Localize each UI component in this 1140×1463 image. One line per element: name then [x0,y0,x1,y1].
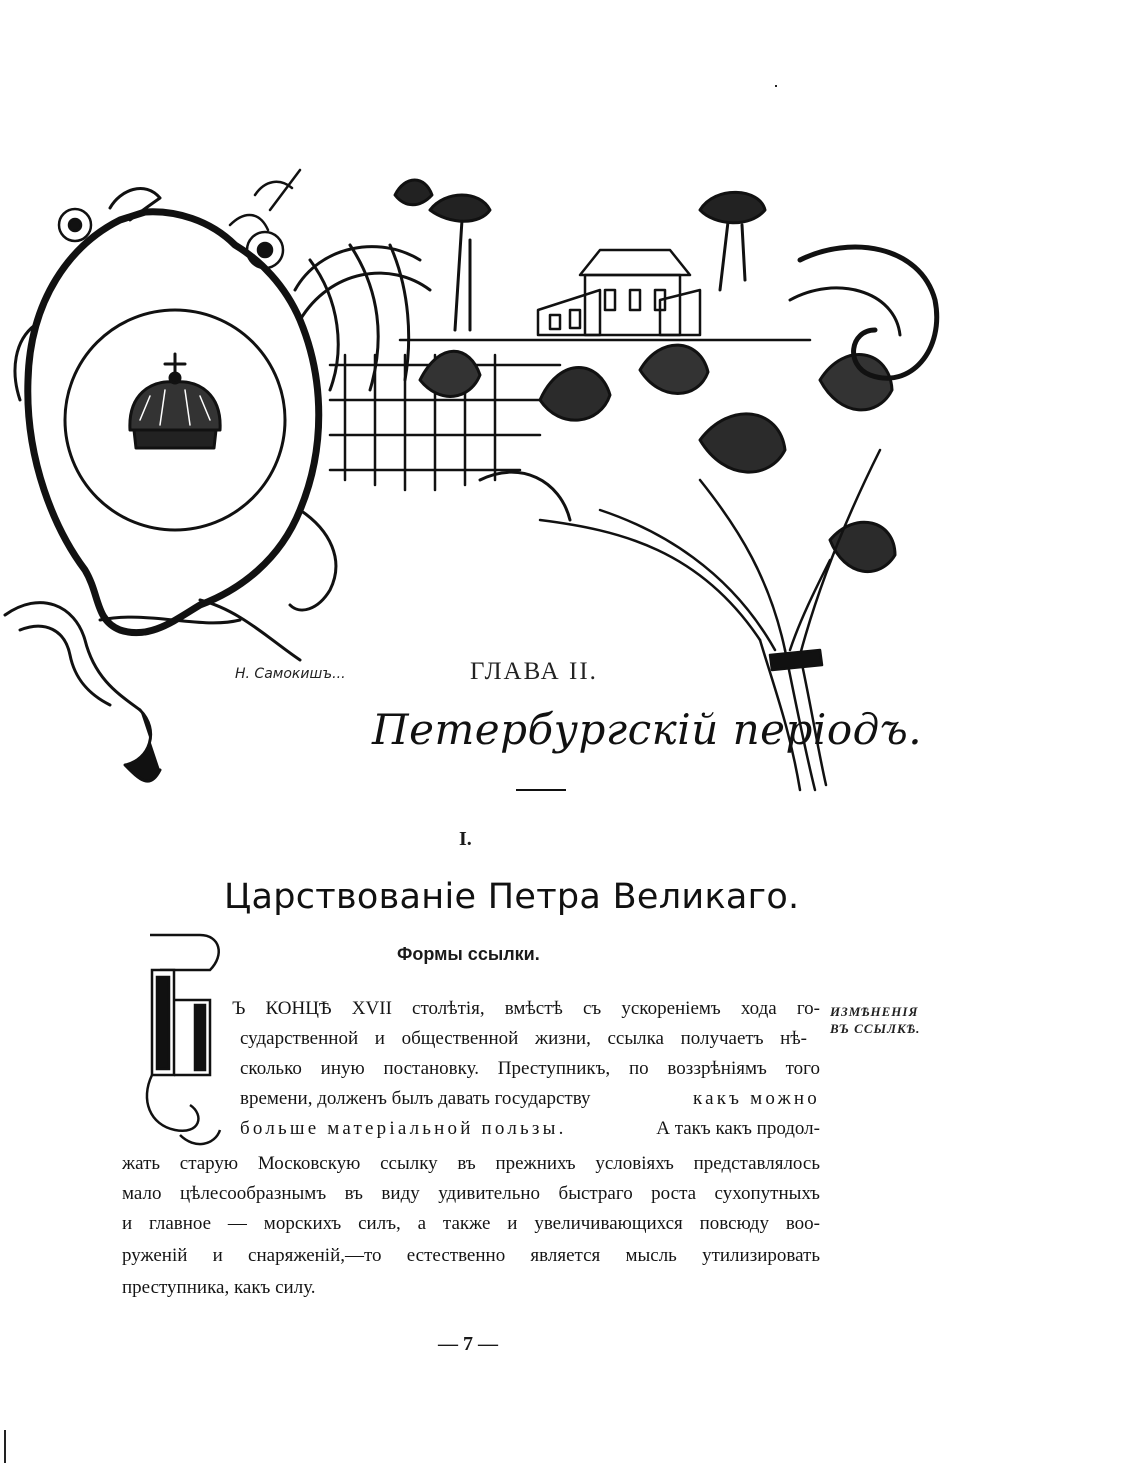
scan-edge-mark [4,1430,6,1463]
body-line-group [240,1087,820,1111]
subsection-title: Формы ссылки. [397,944,540,964]
chapter-title: Петербургскій періодъ. [372,705,923,754]
body-line-emphasis: какъ можно [692,1088,820,1109]
section-title: Царствованіе Петра Великаго. [224,877,800,917]
margin-note [830,1003,920,1037]
body-line-emphasis: больше матеріальной пользы. [240,1118,567,1139]
chapter-label: ГЛАВА II. [470,658,598,685]
crown-icon [130,354,220,448]
body-line: сколько иную постановку. Преступникъ, по воззрѣніямъ того [240,1058,820,1079]
title-rule [516,789,566,791]
body-line: мало цѣлесообразнымъ въ виду удивительно быстраго роста сухопутныхъ [122,1183,820,1204]
floral-ornament [420,345,895,571]
manor-house [400,250,810,340]
body-line-group [240,1117,820,1141]
body-line: Ъ КОНЦѢ XVII столѣтія, вмѣстѣ съ ускореніемъ хода го- [232,998,820,1019]
body-line: и главное — морскихъ силъ, а также и увеличивающихся повсюду воо- [122,1213,820,1234]
margin-note-line: ИЗМѢНЕНІЯ [830,1004,919,1019]
margin-note-line: ВЪ ССЫЛКѢ. [830,1021,921,1036]
body-line: А такъ какъ продол- [656,1118,820,1139]
body-line: жать старую Московскую ссылку въ прежнихъ условіяхъ представлялось [122,1153,820,1174]
section-number: I. [459,828,472,850]
drop-cap-initial [120,905,230,1153]
page-number: — 7 — [438,1333,498,1355]
body-line: преступника, какъ силу. [122,1277,316,1298]
drop-cap-letter: В [120,905,121,906]
trees [395,180,765,330]
body-line: сударственной и общественной жизни, ссылка получаетъ нѣ- [240,1028,807,1049]
artist-signature: Н. Самокишъ... [235,666,346,682]
body-line: времени, долженъ былъ давать государству [240,1088,591,1109]
body-line: руженій и снаряженій,—то естественно является мысль утилизировать [122,1245,820,1266]
scan-speck [775,85,777,87]
